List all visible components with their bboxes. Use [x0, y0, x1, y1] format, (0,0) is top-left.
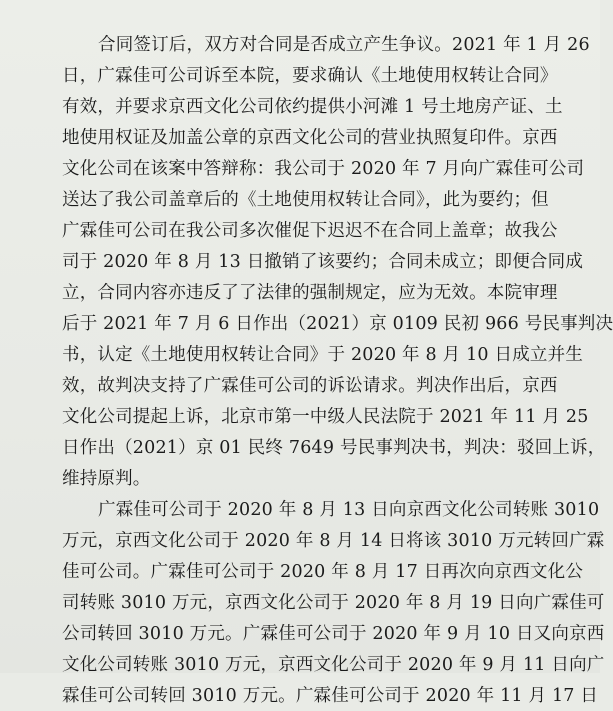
text-line: 文化公司提起上诉，北京市第一中级人民法院于 2021 年 11 月 25 — [62, 407, 589, 427]
text-line: 司于 2020 年 8 月 13 日撤销了该要约；合同未成立；即便合同成 — [62, 252, 584, 272]
text-line: 广霖佳可公司在我公司多次催促下迟迟不在合同上盖章；故我公 — [62, 221, 558, 241]
text-line: 公司转回 3010 万元。广霖佳可公司于 2020 年 9 月 10 日又向京西 — [62, 624, 605, 644]
text-line: 地使用权证及加盖公章的京西文化公司的营业执照复印件。京西 — [62, 128, 558, 148]
text-line: 日，广霖佳可公司诉至本院，要求确认《土地使用权转让合同》 — [62, 66, 558, 86]
text-line: 司转账 3010 万元，京西文化公司于 2020 年 8 月 19 日向广霖佳可 — [62, 593, 605, 613]
text-line: 佳可公司。广霖佳可公司于 2020 年 8 月 17 日再次向京西文化公 — [62, 562, 584, 582]
text-line: 文化公司在该案中答辩称：我公司于 2020 年 7 月向广霖佳可公司 — [62, 159, 585, 179]
text-line: 合同签订后，双方对合同是否成立产生争议。2021 年 1 月 26 — [98, 35, 590, 55]
text-line: 立，合同内容亦违反了了法律的强制规定，应为无效。本院审理 — [62, 283, 558, 303]
text-line: 广霖佳可公司于 2020 年 8 月 13 日向京西文化公司转账 3010 — [98, 500, 600, 520]
text-line: 文化公司转账 3010 万元，京西文化公司于 2020 年 9 月 11 日向广 — [62, 655, 605, 675]
text-line: 万元，京西文化公司于 2020 年 8 月 14 日将该 3010 万元转回广霖 — [62, 531, 605, 551]
text-line: 书，认定《土地使用权转让合同》于 2020 年 8 月 10 日成立并生 — [62, 345, 584, 365]
text-line: 后于 2021 年 7 月 6 日作出（2021）京 0109 民初 966 号民事判决 — [62, 314, 613, 334]
text-line: 有效，并要求京西文化公司依约提供小河滩 1 号土地房产证、土 — [62, 97, 563, 117]
text-line: 效，故判决支持了广霖佳可公司的诉讼请求。判决作出后，京西 — [62, 376, 558, 396]
text-line: 日作出（2021）京 01 民终 7649 号民事判决书，判决：驳回上诉， — [62, 438, 606, 458]
text-line: 霖佳可公司转回 3010 万元。广霖佳可公司于 2020 年 11 月 17 日 — [62, 686, 599, 706]
text-line: 维持原判。 — [62, 469, 151, 489]
text-line: 送达了我公司盖章后的《土地使用权转让合同》，此为要约；但 — [62, 190, 549, 210]
